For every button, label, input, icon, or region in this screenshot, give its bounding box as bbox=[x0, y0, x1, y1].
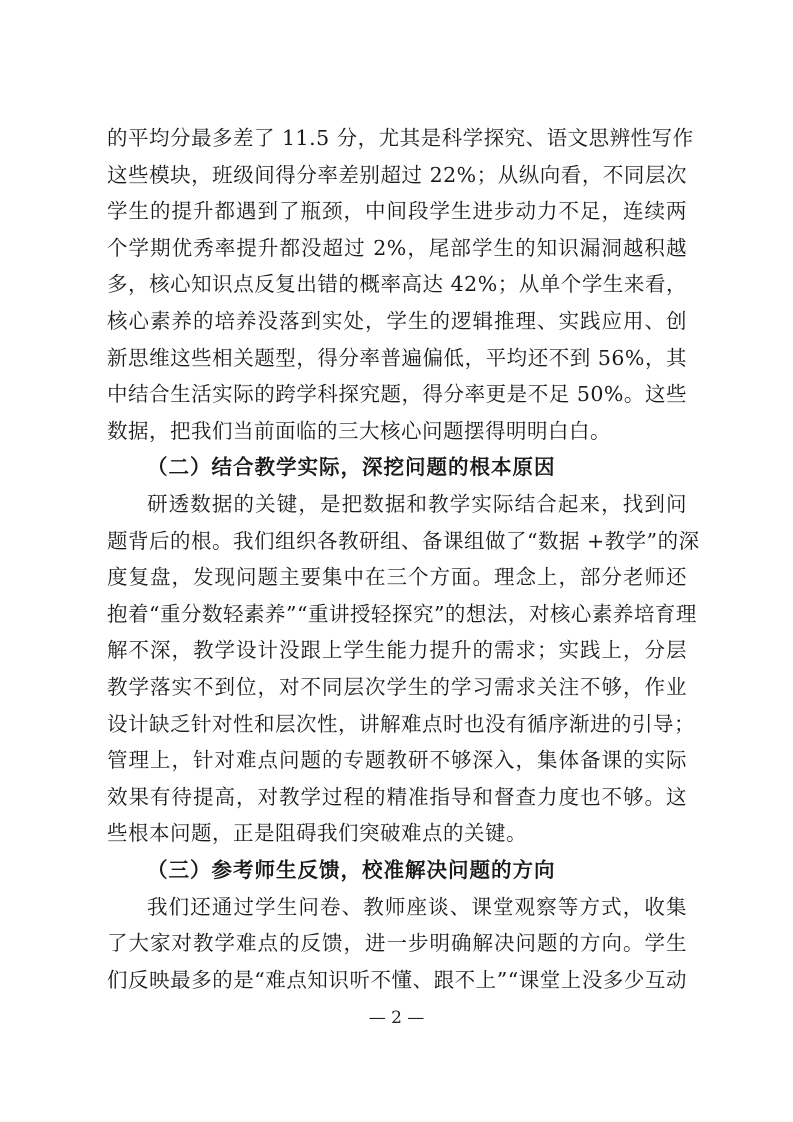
body-line: 我们还通过学生问卷、教师座谈、课堂观察等方式，收集 bbox=[147, 895, 687, 919]
body-line: 数据，把我们当前面临的三大核心问题摆得明明白白。 bbox=[107, 419, 611, 443]
body-line: 们反映最多的是“难点知识听不懂、跟不上”“课堂上没多少互动 bbox=[107, 968, 687, 992]
body-line: 抱着“重分数轻素养”“重讲授轻探究”的想法，对核心素养培育理 bbox=[107, 602, 697, 626]
body-line: 新思维这些相关题型，得分率普遍偏低，平均还不到 56%，其 bbox=[107, 346, 687, 370]
page-number: — 2 — bbox=[368, 1008, 425, 1028]
section-heading-2: （二）结合教学实际，深挖问题的根本原因 bbox=[147, 455, 556, 479]
body-line: 这些模块，班级间得分率差别超过 22%；从纵向看，不同层次 bbox=[107, 163, 687, 187]
body-line: 效果有待提高，对教学过程的精准指导和督查力度也不够。这 bbox=[107, 785, 687, 809]
body-line: 中结合生活实际的跨学科探究题，得分率更是不足 50%。这些 bbox=[107, 382, 687, 406]
body-line: 度复盘，发现问题主要集中在三个方面。理念上，部分老师还 bbox=[107, 565, 687, 589]
body-line: 解不深，教学设计没跟上学生能力提升的需求；实践上，分层 bbox=[107, 638, 687, 662]
body-line: 题背后的根。我们组织各教研组、备课组做了“数据 +教学”的深 bbox=[107, 529, 700, 553]
body-line: 个学期优秀率提升都没超过 2%，尾部学生的知识漏洞越积越 bbox=[107, 236, 687, 260]
body-line: 管理上，针对难点问题的专题教研不够深入，集体备课的实际 bbox=[107, 748, 687, 772]
body-line: 了大家对教学难点的反馈，进一步明确解决问题的方向。学生 bbox=[107, 931, 687, 955]
body-line: 多，核心知识点反复出错的概率高达 42%；从单个学生来看， bbox=[107, 272, 687, 296]
body-line: 些根本问题，正是阻碍我们突破难点的关键。 bbox=[107, 821, 527, 845]
body-line: 研透数据的关键，是把数据和教学实际结合起来，找到问 bbox=[147, 492, 687, 516]
body-line: 的平均分最多差了 11.5 分，尤其是科学探究、语文思辨性写作 bbox=[107, 126, 694, 150]
body-line: 核心素养的培养没落到实处，学生的逻辑推理、实践应用、创 bbox=[107, 309, 687, 333]
body-line: 学生的提升都遇到了瓶颈，中间段学生进步动力不足，连续两 bbox=[107, 199, 687, 223]
body-line: 设计缺乏针对性和层次性，讲解难点时也没有循序渐进的引导； bbox=[107, 712, 695, 736]
section-heading-3: （三）参考师生反馈，校准解决问题的方向 bbox=[147, 858, 556, 882]
body-line: 教学落实不到位，对不同层次学生的学习需求关注不够，作业 bbox=[107, 675, 687, 699]
